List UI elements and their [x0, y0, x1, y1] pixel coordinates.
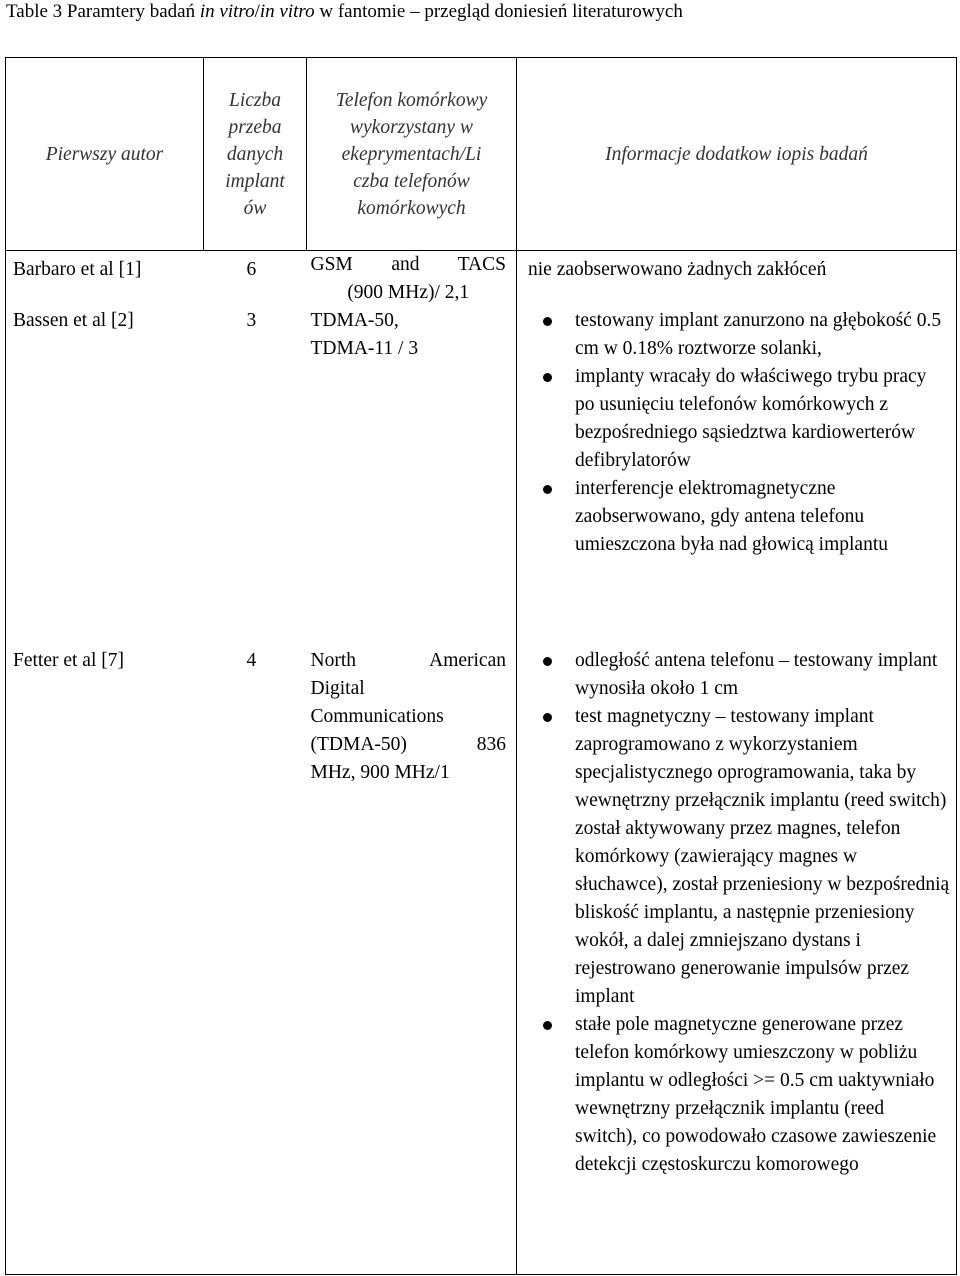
table-row — [6, 307, 957, 647]
row-count: 3 — [246, 310, 257, 331]
header-phone: Telefon komórkowy wykorzystany w ekeprymentach/Li czba telefonów komórkowych — [307, 58, 517, 251]
caption-italic-1: in vitro — [199, 1, 255, 22]
header-author: Pierwszy autor — [6, 58, 204, 251]
phone-line: MHz, 900 MHz/1 — [310, 762, 450, 783]
bullet-icon — [543, 1021, 552, 1030]
row-info — [517, 307, 957, 647]
row-phone — [307, 307, 517, 647]
info-text: nie zaobserwowano żadnych zakłóceń — [528, 259, 827, 280]
bullet-item: stałe pole magnetyczne generowane przez telefon komórkowy umieszczony w pobliżu implantu w odległości >= 0.5 cm uaktywniało wewnętrzny przełącznik implantu (reed switch), co powodowało czasowe zawieszenie detekcji częstoskurczu komorowego — [528, 1011, 950, 1179]
bullet-item: testowany implant zanurzono na głębokość 0.5 cm w 0.18% roztworze solanki, — [528, 307, 950, 363]
bullet-list — [528, 647, 950, 1179]
header-info: Informacje dodatkow iopis badań — [517, 58, 957, 251]
bullet-item: implanty wracały do właściwego trybu pracy po usunięciu telefonów komórkowych z bezpośredniego sąsiedztwa kardiowerterów defibrylatorów — [528, 363, 950, 475]
row-author: Fetter et al [7] — [6, 647, 204, 1275]
row-author: Barbaro et al [1] — [6, 251, 204, 308]
bullet-icon — [543, 317, 552, 326]
bullet-item: test magnetyczny – testowany implant zaprogramowano z wykorzystaniem specjalistycznego oprogramowania, taka by wewnętrzny przełącznik implantu (reed switch) został aktywowany przez magnes, telefon komórkowy (zawierający magnes w słuchawce), został przeniesiony w bezpośrednią bliskość implantu, a następnie przeniesiony wokół, a dalej zmniejszano dystans i rejestrowano generowanie impulsów przez implant — [528, 703, 950, 1011]
table-caption — [6, 0, 683, 26]
bullet-icon — [543, 713, 552, 722]
table-row — [6, 647, 957, 1275]
bullet-icon — [543, 485, 552, 494]
phone-line: TDMA-50, — [310, 310, 399, 331]
phone-line: (TDMA-50) 836 — [310, 734, 506, 755]
row-count: 6 — [246, 259, 257, 280]
phone-line: (900 MHz)/ 2,1 — [347, 282, 470, 303]
phone-line: GSM and TACS — [310, 254, 506, 275]
phone-line: TDMA-11 / 3 — [310, 338, 419, 359]
row-phone — [307, 251, 517, 308]
phone-line: North American — [310, 650, 506, 671]
row-author: Bassen et al [2] — [6, 307, 204, 647]
bullet-icon — [543, 657, 552, 666]
caption-italic-2: in vitro — [259, 1, 315, 22]
phone-line: Communications — [310, 706, 444, 727]
phone-line: Digital — [310, 678, 365, 699]
caption-slash: / — [254, 1, 260, 22]
row-info — [517, 251, 957, 308]
row-info — [517, 647, 957, 1275]
bullet-item: interferencje elektromagnetyczne zaobserwowano, gdy antena telefonu umieszczona była nad głowicą implantu — [528, 475, 950, 559]
caption-prefix: Table 3 Paramtery badań — [6, 1, 200, 22]
bullet-icon — [543, 373, 552, 382]
caption-suffix: w fantomie – przegląd doniesień literaturowych — [314, 1, 683, 22]
literature-table — [5, 57, 957, 1275]
bullet-list — [528, 307, 950, 559]
bullet-item: odległość antena telefonu – testowany implant wynosiła około 1 cm — [528, 647, 950, 703]
header-row — [6, 58, 957, 251]
row-phone — [307, 647, 517, 1275]
table-row — [6, 251, 957, 308]
header-count: Liczba przeba danych implant ów — [204, 58, 307, 251]
row-count: 4 — [204, 647, 307, 1275]
